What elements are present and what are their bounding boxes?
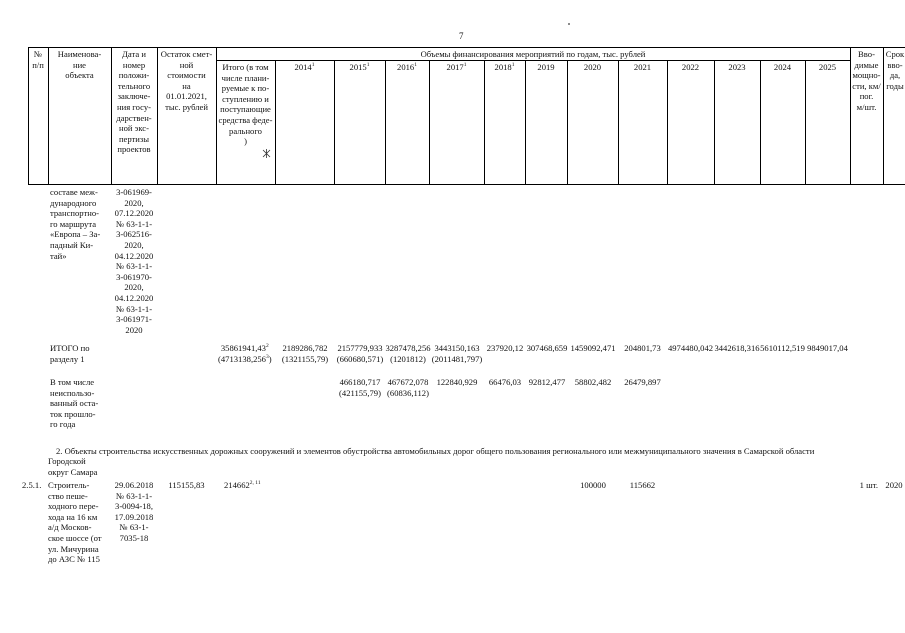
itogo-2022: 4974480,042 [667,343,714,353]
itogo-2014: 2189286,782 (1321155,79) [281,343,329,364]
header-year-2017: 2017$^1$ [446,62,467,72]
itogo-label: ИТОГО по разделу 1 [50,343,90,364]
header-col-total: Итого (в том числе плани- руемые к по- ступлению и поступающие средства феде- рального ) [218,62,273,147]
itogo-total: 35861941,43$^2$ (4713138,256$^3$) [218,343,272,364]
header-year-2022: 2022 [681,62,700,72]
unused-2021: 26479,897 [624,377,661,387]
header-year-2024: 2024 [773,62,792,72]
header-year-2015: 2015$^1$ [349,62,370,72]
itogo-2015: 2157779,933 (660680,571) [336,343,384,364]
itogo-2021: 204801,73 [624,343,661,353]
header-col-remaining-cost: Остаток смет- ной стоимости на 01.01.2021, тыс. рублей [160,49,213,112]
continued-object-name: составе меж- дународного транспортно- го маршрута «Европа – За- падный Ки- тай» [50,187,101,261]
continued-expertise: 3-061969- 2020, 07.12.2020 № 63-1-1- 3-062516- 2020, 04.12.2020 № 63-1-1- 3-061970- 2020, 04.12.2020 № 63-1-1- 3-061971- 2020 [114,187,154,335]
itogo-2019: 307468,659 [526,343,568,353]
row-term: 2020 [885,480,903,490]
unused-2018: 66476,03 [488,377,522,387]
itogo-2020: 1459092,471 [570,343,616,353]
row-2020: 100000 [580,480,606,490]
header-col-name: Наименова- ние объекта [57,49,102,81]
itogo-2023: 3442618,316 [714,343,760,353]
city-label: Городской округ Самара [48,456,98,477]
header-year-2023: 2023 [728,62,746,72]
row-2021: 115662 [629,480,656,490]
section-2-title: 2. Объекты строительства искусственных дорожных сооружений и элементов обустройства автомобильных дорог общего пользования регионального или межмуниципального значения в Самарской области [56,446,815,456]
unused-2019: 92812,477 [528,377,566,387]
scan-speck [568,23,570,25]
itogo-2017: 3443150,163 (2011481,797) [431,343,483,364]
unused-label: В том числе неиспользо- ванный остa- ток прошло- го года [50,377,99,430]
itogo-2016: 3287478,256 (1201812) [385,343,431,364]
itogo-2024: 5610112,519 [760,343,805,353]
unused-2020: 58802,482 [574,377,612,387]
header-year-2018: 2018$^1$ [494,62,515,72]
header-year-2021: 2021 [633,62,652,72]
row-expertise: 29.06.2018 № 63-1-1- 3-0094-18, 17.09.2018 № 63-1- 7035-18 [114,480,154,543]
row-number: 2.5.1. [22,480,42,490]
itogo-2018: 237920,12 [486,343,524,353]
header-year-2025: 2025 [818,62,837,72]
header-col-number: № п/п [32,49,44,70]
header-col-expertise: Дата и номер положи- тельного заключе- ния госу- дарствен- ной экс- пертизы проектов [116,49,152,155]
header-scan-mark-icon [260,138,272,160]
row-object-name: Строитель- ство пеше- ходного пере- хода на 16 км а/д Москов- ское шоссе (от ул. Мичурина до АЗС № 115 [48,480,102,565]
header-year-2020: 2020 [583,62,602,72]
row-total: 214662$^{2, 11}$ [224,480,261,490]
row-remaining-cost: 115155,83 [168,480,205,490]
header-year-2014: 2014$^1$ [294,62,315,72]
unused-2016: 467672,078 (60836,112) [387,377,429,398]
itogo-2025: 9849017,04 [807,343,848,353]
header-col-term: Срок вво- да, годы [885,49,905,91]
unused-2015: 466180,717 (421155,79) [339,377,381,398]
header-col-capacity: Вво- димые мощно- сти, км/ пог. м/шт. [852,49,881,112]
header-year-2016: 2016$^1$ [397,62,417,72]
header-year-2019: 2019 [537,62,555,72]
row-capacity: 1 шт. [859,480,878,490]
header-col-financing-volumes: Объемы финансирования мероприятий по годам, тыс. рублей [420,49,646,59]
page-number: 7 [459,31,464,41]
unused-2017: 122840,929 [436,377,478,387]
